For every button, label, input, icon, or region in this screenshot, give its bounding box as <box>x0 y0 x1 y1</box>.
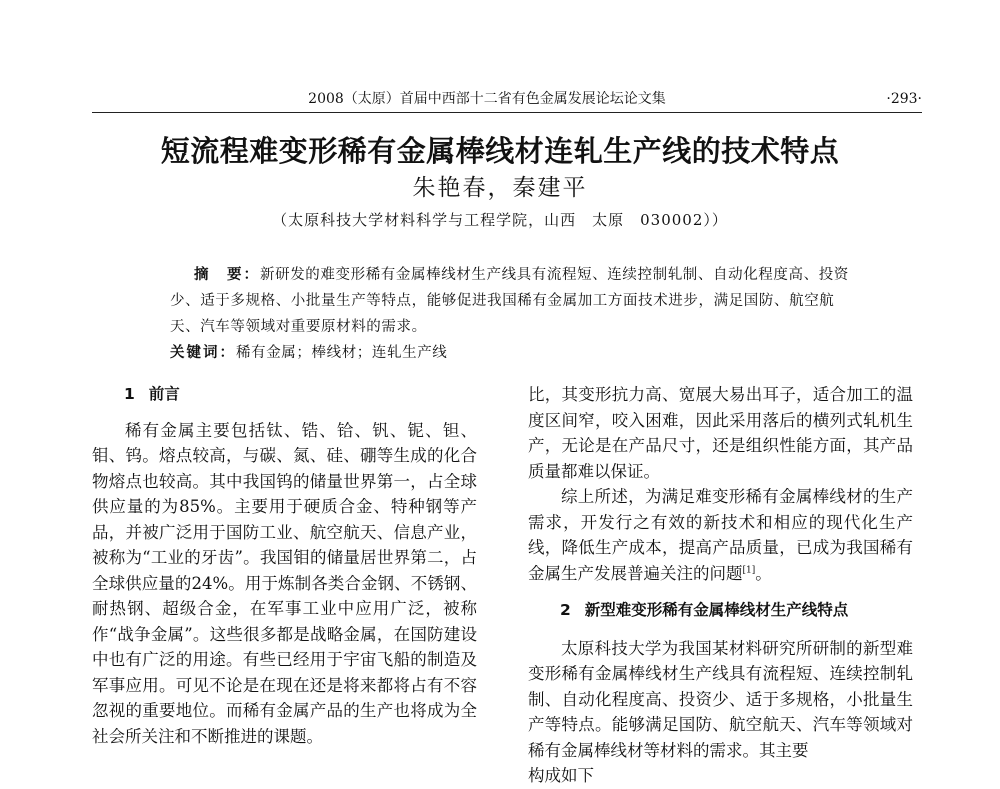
page-number: ·293· <box>886 91 922 107</box>
section-2-heading <box>528 598 913 624</box>
citation-marker: [1] <box>742 565 756 575</box>
summary-end: 。 <box>755 563 772 583</box>
section-2-number: 2 <box>560 601 571 619</box>
section-1-heading <box>92 382 477 408</box>
cutoff-line: 构成如下 <box>528 766 594 785</box>
abstract-text: 新研发的难变形稀有金属棒线材生产线具有流程短、连续控制轧制、自动化程度高、投资少、适于多规格、小批量生产等特点，能够促进我国稀有金属加工方面技术进步，满足国防、航空航天、汽车等领域对重要原材料的需求。 <box>170 267 849 335</box>
affiliation: （太原科技大学材料科学与工程学院，山西 太原 030002）） <box>272 211 728 229</box>
section-2-paragraph: 太原科技大学为我国某材料研究所研制的新型难变形稀有金属棒线材生产线具有流程短、连续控制轧制、自动化程度高、投资少、适于多规格，小批量生产等特点。能够满足国防、航空航天、汽车等领域对稀有金属棒线材等材料的需求。其主要 <box>528 638 913 760</box>
summary-text: 综上所述，为满足难变形稀有金属棒线材的生产需求，开发行之有效的新技术和相应的现代化生产线，降低生产成本，提高产品质量，已成为我国稀有金属生产发展普遍关注的问题 <box>528 487 913 583</box>
section-1-paragraph: 稀有金属主要包括钛、锆、铪、钒、铌、钽、钼、钨。熔点较高，与碳、氮、硅、硼等生成的化合物熔点也较高。其中我国钨的储量世界第一，占全球供应量的为85%。主要用于硬质合金、特种钢等产品，并被广泛用于国防工业、航空航天、信息产业，被称为“工业的牙齿”。我国钼的储量居世界第二，占全球供应量的24%。用于炼制各类合金钢、不锈钢、耐热钢、超级合金，在军事工业中应用广泛，被称作“战争金属”。这些很多都是战略金属，在国防建设中也有广泛的用途。有些已经用于宇宙飞船的制造及军事应用。可见不论是在现在还是将来都将占有不容忽视的重要地位。而稀有金属产品的生产也将成为全社会所关注和不断推进的课题。 <box>92 420 477 746</box>
right-column <box>528 382 913 785</box>
continued-paragraph: 比，其变形抗力高、宽展大易出耳子，适合加工的温度区间窄，咬入困难，因此采用落后的横列式轧机生产，无论是在产品尺寸，还是组织性能方面，其产品质量都难以保证。 <box>528 385 913 481</box>
abstract-label: 摘 要： <box>194 266 260 283</box>
keywords-text: 稀有金属；棒线材；连轧生产线 <box>236 345 448 361</box>
authors: 朱艳春，秦建平 <box>412 175 588 201</box>
abstract <box>170 262 850 366</box>
running-header <box>92 90 922 113</box>
left-column <box>92 382 477 749</box>
keywords-line <box>170 340 850 366</box>
keywords-label: 关键词： <box>170 344 236 361</box>
paper-title: 短流程难变形稀有金属棒线材连轧生产线的技术特点 <box>160 134 840 168</box>
section-1-title: 前言 <box>148 385 180 403</box>
abstract-body <box>170 262 850 340</box>
summary-paragraph <box>528 484 913 586</box>
running-title: 2008（太原）首届中西部十二省有色金属发展论坛论文集 <box>308 91 666 107</box>
section-2-title: 新型难变形稀有金属棒线材生产线特点 <box>584 601 849 619</box>
section-1-number: 1 <box>124 385 135 403</box>
